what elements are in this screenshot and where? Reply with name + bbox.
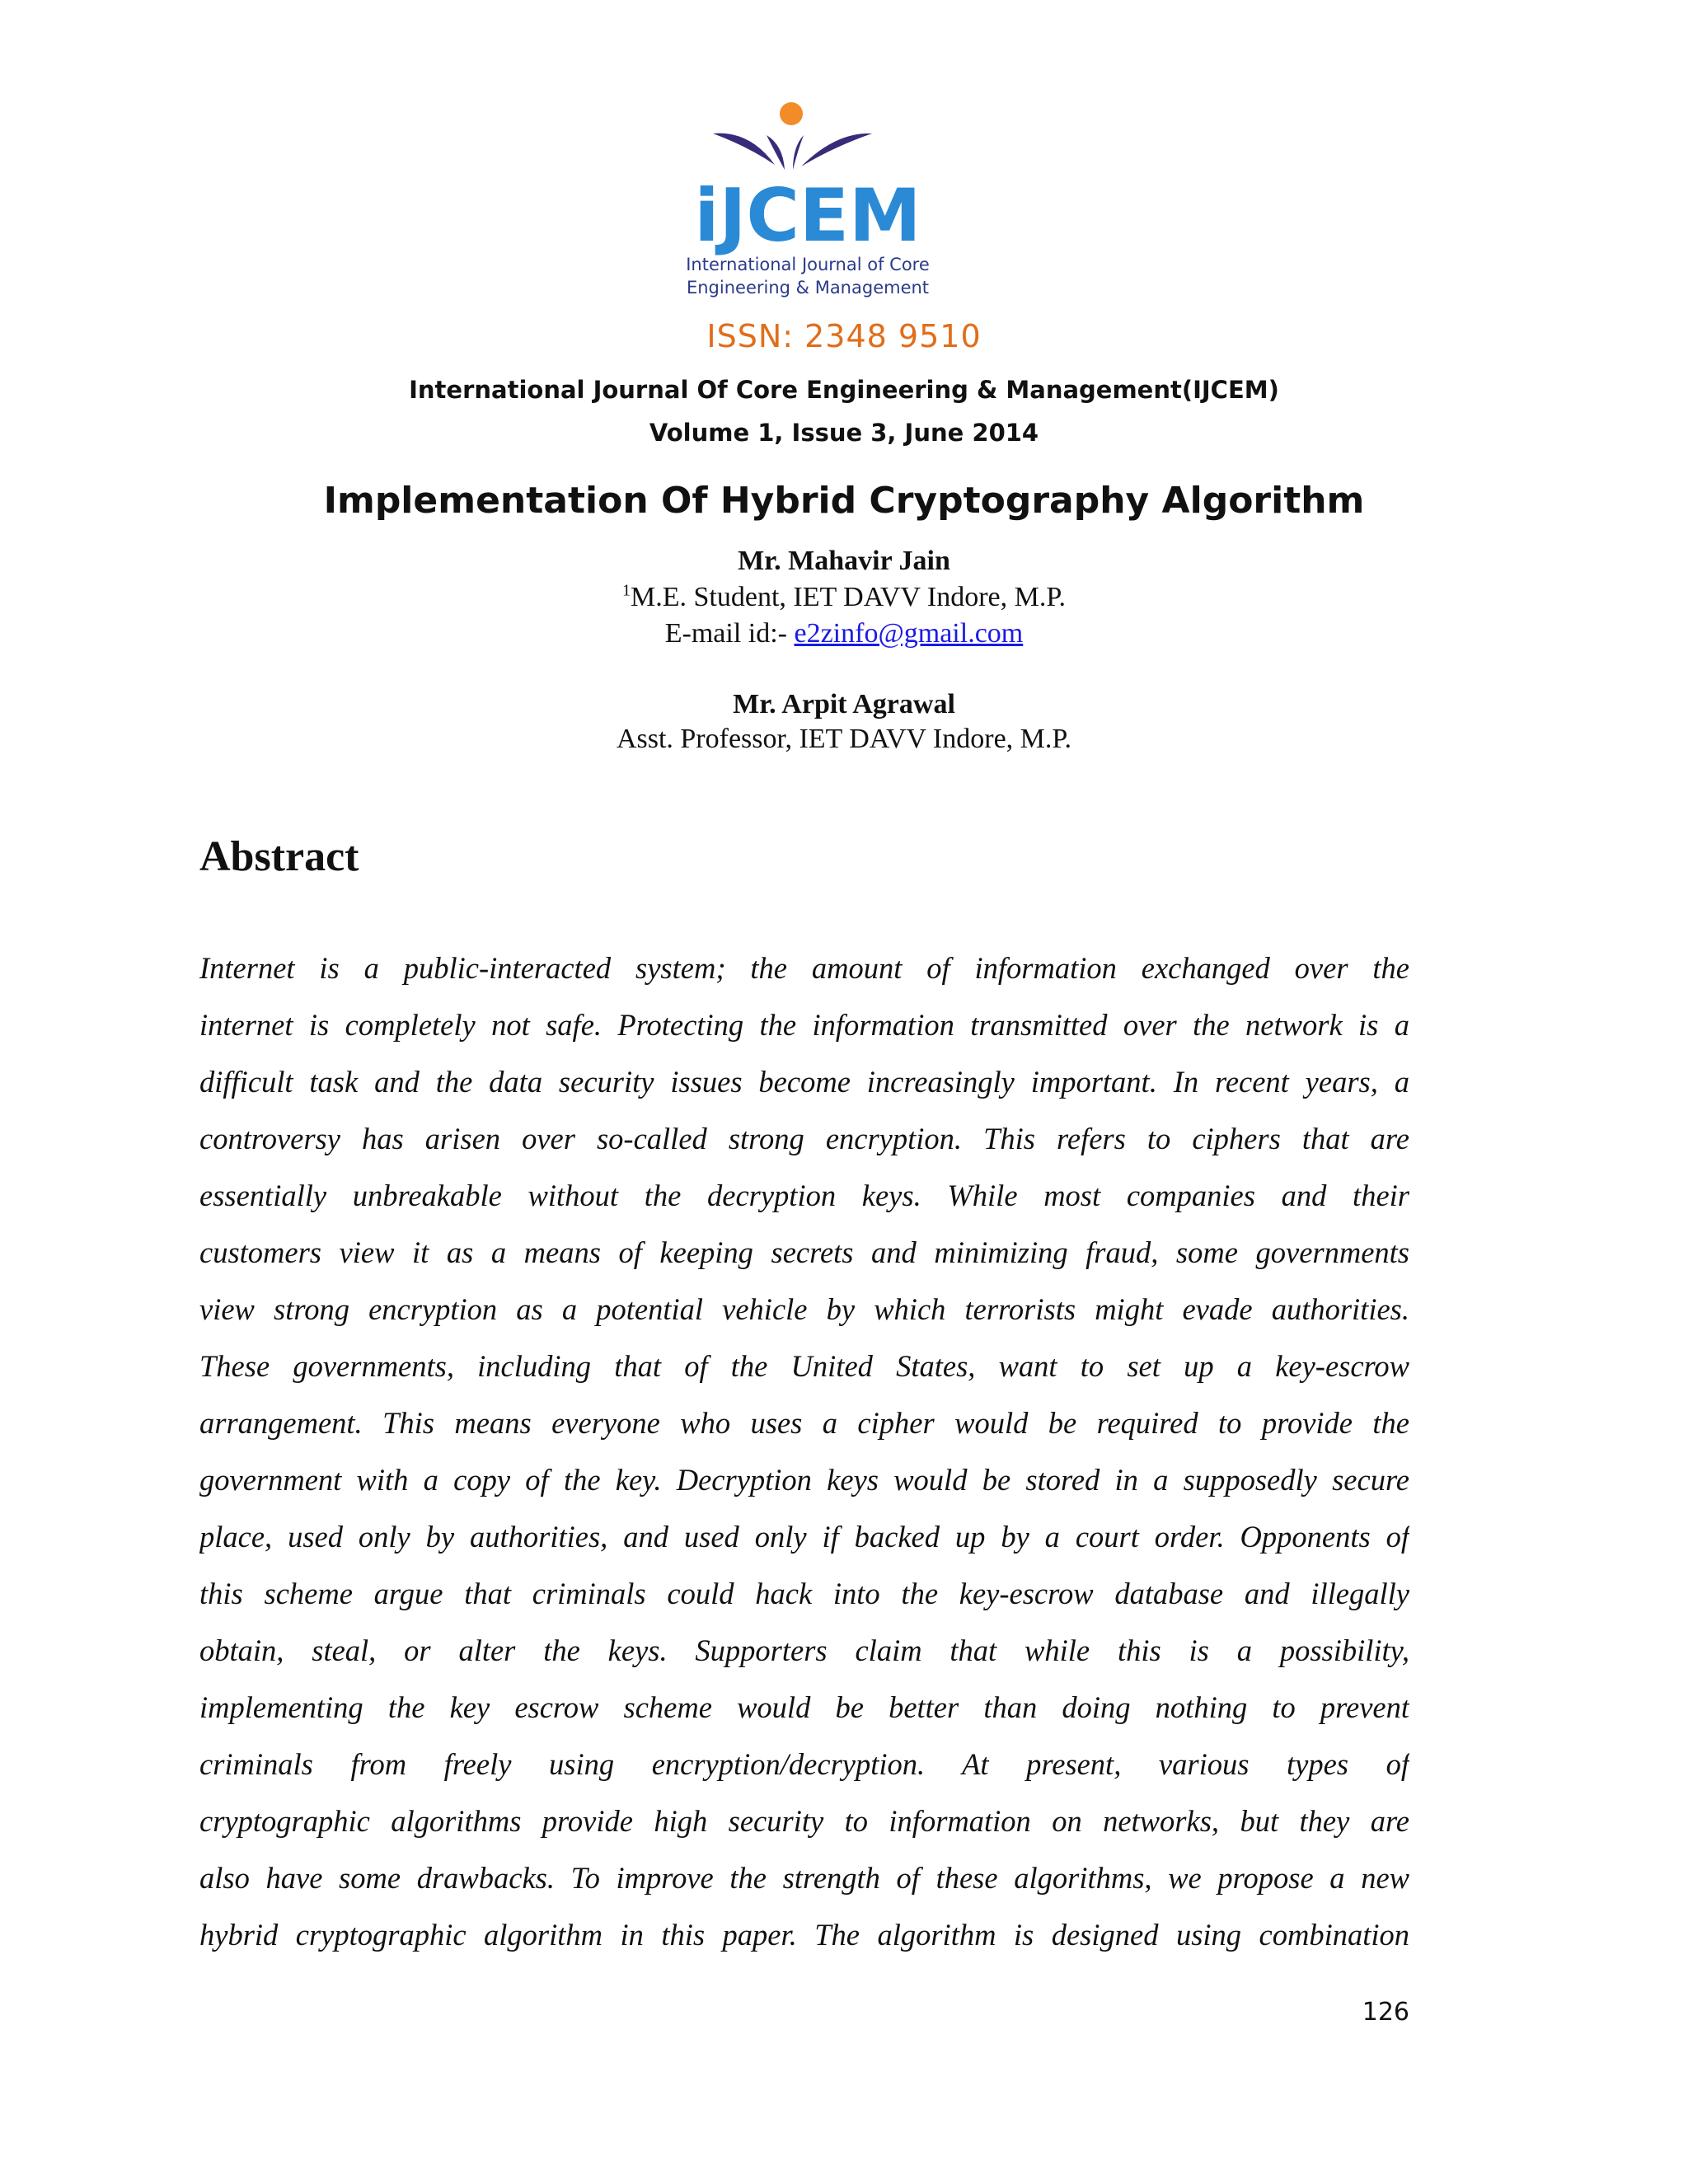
author-1-name: Mr. Mahavir Jain [738, 546, 950, 576]
author-1-email-link[interactable]: e2zinfo@gmail.com [794, 618, 1024, 649]
abstract-line: customers view it as a means of keeping secrets and minimizing fraud, some governments [199, 1235, 1409, 1269]
author-1-email-line [0, 618, 1688, 649]
abstract-line: difficult task and the data security issues become increasingly important. In recent years, a [199, 1065, 1409, 1099]
author-2-name: Mr. Arpit Agrawal [733, 689, 955, 719]
abstract-line: implementing the key escrow scheme would be better than doing nothing to prevent [199, 1690, 1409, 1724]
volume-issue: Volume 1, Issue 3, June 2014 [649, 419, 1039, 447]
abstract-line: controversy has arisen over so-called strong encryption. This refers to ciphers that are [199, 1122, 1409, 1155]
logo-tagline-1: International Journal of Core [686, 255, 930, 274]
abstract-line: place, used only by authorities, and used only if backed up by a court order. Opponents of [199, 1520, 1409, 1554]
email-label: E-mail id:- [664, 618, 795, 649]
journal-logo [659, 99, 956, 313]
abstract-line: criminals from freely using encryption/decryption. At present, various types of [199, 1747, 1409, 1781]
author-2-affiliation: Asst. Professor, IET DAVV Indore, M.P. [616, 724, 1072, 754]
abstract-heading: Abstract [199, 833, 359, 880]
abstract-line: arrangement. This means everyone who uses a cipher would be required to provide the [199, 1406, 1409, 1440]
abstract-line: These governments, including that of the United States, want to set up a key-escrow [199, 1349, 1409, 1383]
ijcem-logo-graphic [659, 99, 956, 313]
abstract-line: obtain, steal, or alter the keys. Supporters claim that while this is a possibility, [199, 1633, 1409, 1667]
logo-wordmark: iJCEM [694, 173, 921, 258]
journal-name: International Journal Of Core Engineering & Management(IJCEM) [409, 376, 1279, 404]
abstract-line: also have some drawbacks. To improve the strength of these algorithms, we propose a new [199, 1861, 1409, 1895]
abstract-line: Internet is a public-interacted system; the amount of information exchanged over the [199, 951, 1409, 985]
author-1-affiliation: M.E. Student, IET DAVV Indore, M.P. [631, 582, 1066, 612]
author-1-superscript: 1 [622, 581, 631, 600]
abstract-line: hybrid cryptographic algorithm in this paper. The algorithm is designed using combination [199, 1918, 1409, 1952]
abstract-line: this scheme argue that criminals could hack into the key-escrow database and illegally [199, 1577, 1409, 1610]
page-number: 126 [1362, 1998, 1409, 2027]
logo-tagline-2: Engineering & Management [686, 278, 930, 298]
abstract-line: cryptographic algorithms provide high security to information on networks, but they are [199, 1804, 1409, 1838]
issn: ISSN: 2348 9510 [706, 318, 982, 354]
abstract-line: essentially unbreakable without the decryption keys. While most companies and their [199, 1179, 1409, 1212]
paper-title: Implementation Of Hybrid Cryptography Algorithm [323, 480, 1365, 522]
abstract-line: view strong encryption as a potential vehicle by which terrorists might evade authorities. [199, 1292, 1409, 1326]
abstract-line: internet is completely not safe. Protecting the information transmitted over the network is a [199, 1008, 1409, 1042]
abstract-body [199, 940, 1409, 1963]
abstract-line: government with a copy of the key. Decryption keys would be stored in a supposedly secure [199, 1463, 1409, 1497]
author-1-affiliation-line [0, 582, 1688, 613]
